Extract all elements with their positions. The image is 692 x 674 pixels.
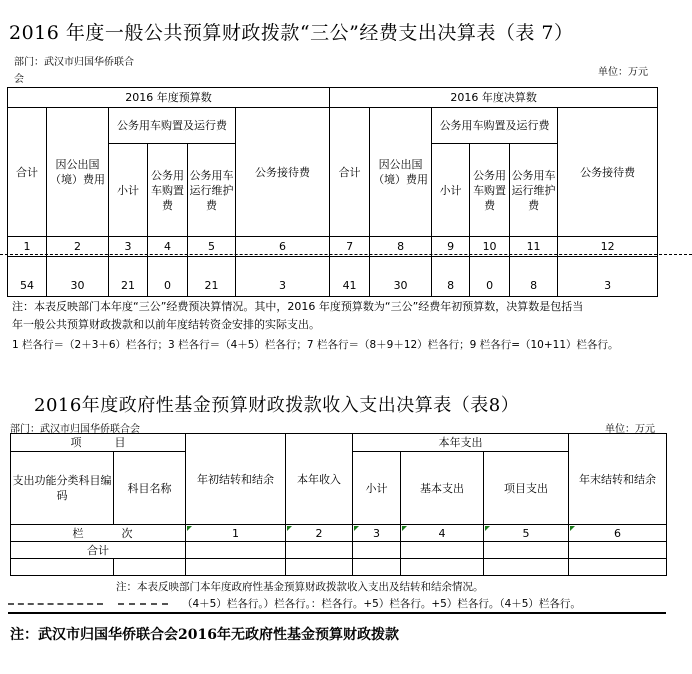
- strike-mark: [8, 603, 103, 605]
- table-cell: [114, 559, 186, 576]
- corner-marker-icon: [402, 526, 407, 531]
- col-number: 7: [330, 237, 370, 257]
- table8-header-item: 项 目: [11, 434, 186, 452]
- table7-header-reception-final: 公务接待费: [558, 108, 658, 237]
- table8-title: 2016年度政府性基金预算财政拨款收入支出决算表（表8）: [34, 395, 520, 416]
- table8-header-income: 本年收入: [286, 434, 353, 525]
- table8-header-name: 科目名称: [114, 452, 186, 525]
- table-cell: [353, 559, 401, 576]
- table7-header-car-group: 公务用车购置及运行费: [109, 108, 236, 144]
- page-break-line: [0, 254, 692, 255]
- table8-header-subtotal: 小计: [353, 452, 401, 525]
- corner-marker-icon: [570, 526, 575, 531]
- corner-marker-icon: [354, 526, 359, 531]
- table7-header-abroad-final: 因公出国（境）费用: [370, 108, 432, 237]
- bottom-note: 注：武汉市归国华侨联合会2016年无政府性基金预算财政拨款: [10, 627, 399, 643]
- col-number: 6: [569, 525, 667, 542]
- col-number: 8: [370, 237, 432, 257]
- table7-group-budget: 2016 年度预算数: [8, 88, 330, 108]
- table7-note3: 1 栏各行＝（2＋3＋6）栏各行；3 栏各行＝（4＋5）栏各行；7 栏各行＝（8＋9＋12）栏各行；9 栏各行=（10+11）栏各行。: [12, 339, 619, 351]
- table-row: [11, 559, 667, 576]
- table7-header-abroad: 因公出国（境）费用: [47, 108, 109, 237]
- table8-header-code: 支出功能分类科目编码: [11, 452, 114, 525]
- strike-mark: [118, 603, 168, 605]
- table-cell: [569, 542, 667, 559]
- table-cell: [484, 559, 569, 576]
- col-number: 3: [109, 237, 148, 257]
- table8-dept: 部门：武汉市归国华侨联合会: [10, 424, 140, 435]
- value-cell: 41: [330, 257, 370, 297]
- table8-formula: （4＋5）栏各行。）栏各行。：栏各行。+5）栏各行。+5）栏各行。（4＋5）栏各行。: [182, 598, 581, 610]
- value-cell: 8: [510, 257, 558, 297]
- table-cell: [401, 559, 484, 576]
- table8-note: 注：本表反映部门本年度政府性基金预算财政拨款收入支出及结转和结余情况。: [116, 581, 484, 593]
- table7-header-total: 合计: [8, 108, 47, 237]
- col-number: 1: [8, 237, 47, 257]
- table8-header-end: 年末结转和结余: [569, 434, 667, 525]
- table8-unit: 单位：万元: [605, 424, 655, 435]
- col-number: 1: [186, 525, 286, 542]
- col-number: 2: [286, 525, 353, 542]
- row-label-ci: 次: [114, 525, 186, 542]
- value-cell: 0: [470, 257, 510, 297]
- table7-header-subtotal: 小计: [109, 144, 148, 237]
- corner-marker-icon: [485, 526, 490, 531]
- value-cell: 54: [8, 257, 47, 297]
- value-cell: 3: [558, 257, 658, 297]
- col-number: 11: [510, 237, 558, 257]
- col-number: 4: [148, 237, 188, 257]
- table7-unit: 单位：万元: [598, 67, 648, 78]
- value-cell: 21: [109, 257, 148, 297]
- table-cell: [186, 559, 286, 576]
- col-number: 12: [558, 237, 658, 257]
- value-cell: 30: [47, 257, 109, 297]
- table7: [7, 87, 658, 297]
- table-cell: [286, 542, 353, 559]
- col-number: 2: [47, 237, 109, 257]
- table7-header-car-purchase-final: 公务用车购置费: [470, 144, 510, 237]
- table7-dept-line2: 会: [14, 74, 24, 85]
- col-number: 6: [236, 237, 330, 257]
- table-cell: [484, 542, 569, 559]
- table8: [10, 433, 667, 576]
- table7-note1: 注：本表反映部门本年度“三公”经费预决算情况。其中，2016 年度预算数为“三公”经费年初预算数，决算数是包括当: [12, 300, 584, 313]
- table7-header-total-final: 合计: [330, 108, 370, 237]
- note-top-rule: [112, 575, 666, 576]
- col-number: 10: [470, 237, 510, 257]
- corner-marker-icon: [287, 526, 292, 531]
- col-number: 3: [353, 525, 401, 542]
- table-cell: [11, 559, 114, 576]
- table-cell: [569, 559, 667, 576]
- table-row: [11, 542, 667, 559]
- table-cell: [353, 542, 401, 559]
- col-number: 5: [188, 237, 236, 257]
- table7-group-final: 2016 年度决算数: [330, 88, 658, 108]
- table-row: [11, 525, 667, 542]
- col-number: 9: [432, 237, 470, 257]
- row-label-lan: 栏: [11, 525, 114, 542]
- table7-title: 2016 年度一般公共预算财政拨款“三公”经费支出决算表（表 7）: [9, 22, 574, 44]
- value-cell: 0: [148, 257, 188, 297]
- table8-header-begin: 年初结转和结余: [186, 434, 286, 525]
- table7-note2: 年一般公共预算财政拨款和以前年度结转资金安排的实际支出。: [12, 318, 320, 331]
- table-cell: [286, 559, 353, 576]
- table8-header-expense-group: 本年支出: [353, 434, 569, 452]
- table7-header-car-purchase: 公务用车购置费: [148, 144, 188, 237]
- col-number: 4: [401, 525, 484, 542]
- row-total-label: 合计: [11, 542, 186, 559]
- table-cell: [186, 542, 286, 559]
- table7-header-car-run: 公务用车运行维护费: [188, 144, 236, 237]
- table7-header-car-group-final: 公务用车购置及运行费: [432, 108, 558, 144]
- table8-header-project: 项目支出: [484, 452, 569, 525]
- corner-marker-icon: [187, 526, 192, 531]
- bottom-rule: [8, 612, 666, 614]
- table7-header-subtotal-final: 小计: [432, 144, 470, 237]
- table7-header-reception: 公务接待费: [236, 108, 330, 237]
- col-number: 5: [484, 525, 569, 542]
- value-cell: 3: [236, 257, 330, 297]
- value-cell: 8: [432, 257, 470, 297]
- value-cell: 21: [188, 257, 236, 297]
- table7-header-car-run-final: 公务用车运行维护费: [510, 144, 558, 237]
- table8-header-basic: 基本支出: [401, 452, 484, 525]
- table7-dept-line1: 部门：武汉市归国华侨联合: [14, 57, 134, 68]
- value-cell: 30: [370, 257, 432, 297]
- table-row: [8, 257, 658, 297]
- table-cell: [401, 542, 484, 559]
